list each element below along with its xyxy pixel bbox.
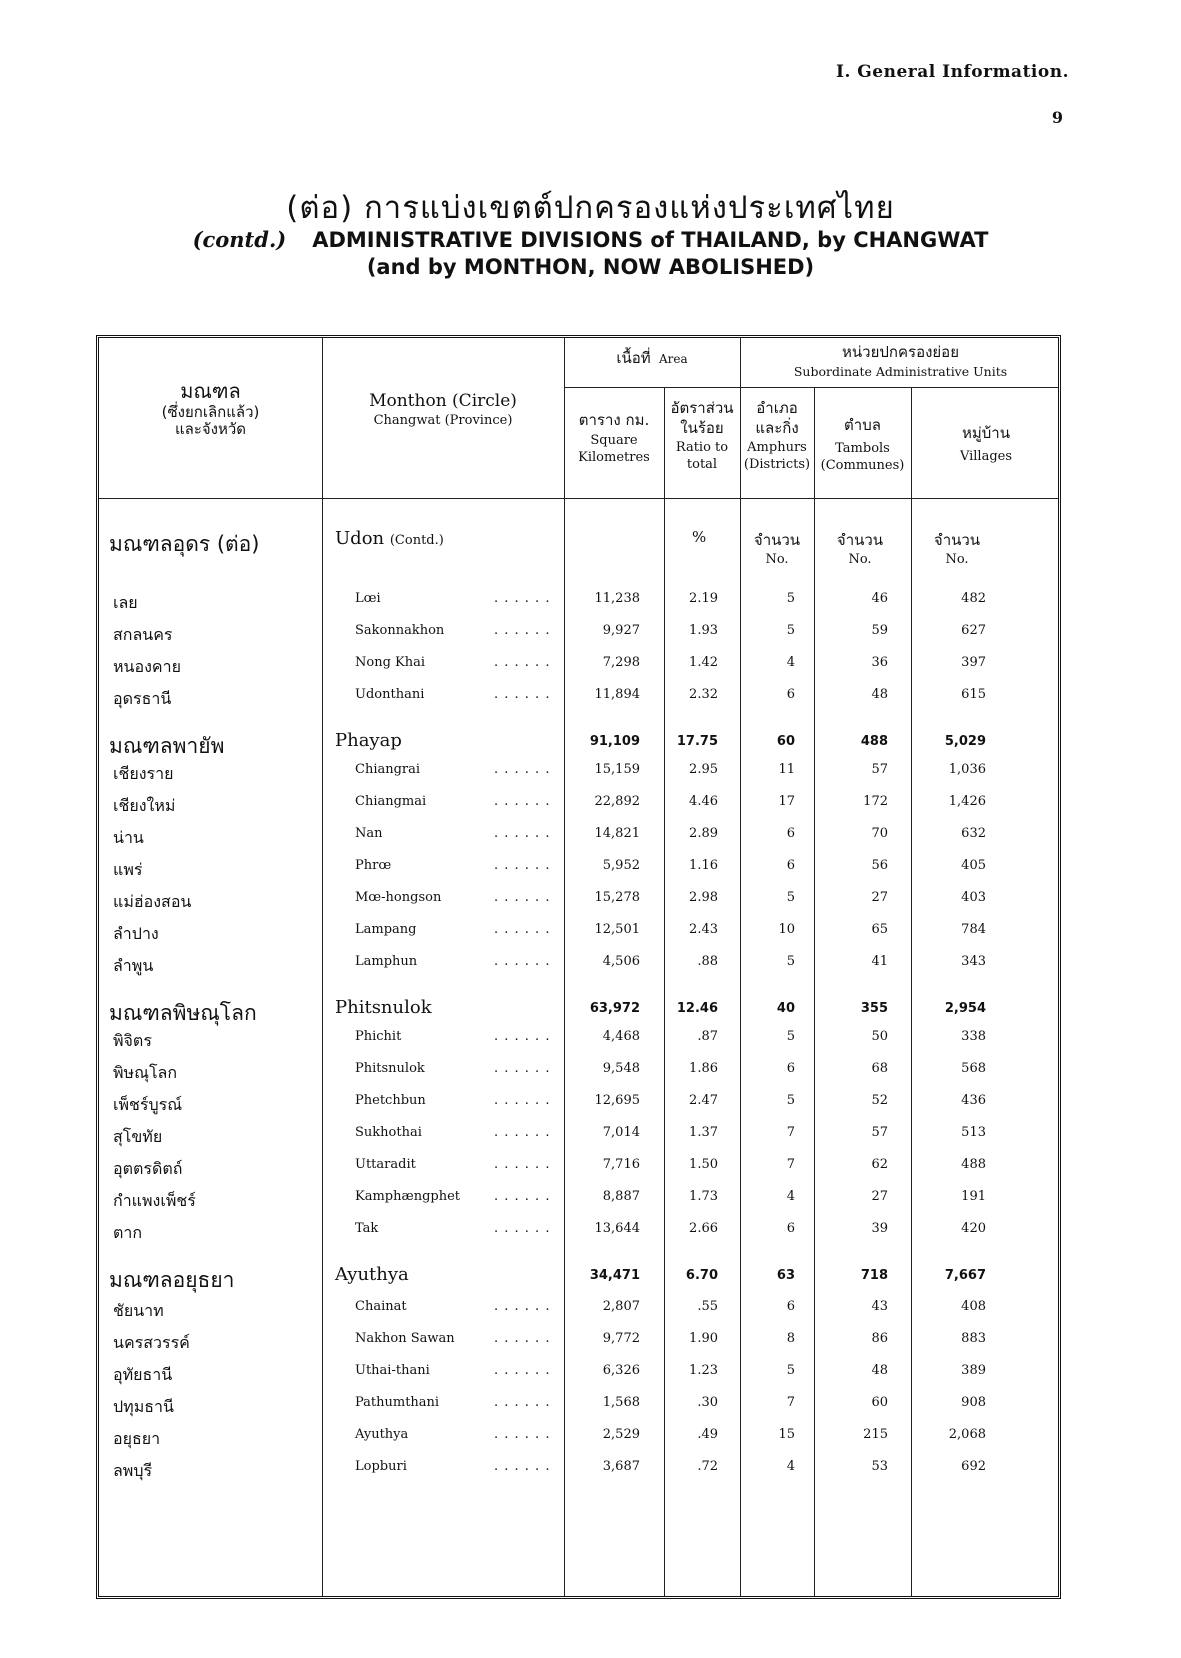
amphurs-count: 40 xyxy=(776,1001,795,1016)
tambols-count: 43 xyxy=(871,1299,888,1314)
amphurs-count: 17 xyxy=(778,794,795,809)
villages-count: 191 xyxy=(961,1189,986,1204)
amphurs-count: 5 xyxy=(786,1029,795,1044)
area-sq-km: 63,972 xyxy=(589,1001,640,1016)
tambols-count: 70 xyxy=(871,826,888,841)
table-row xyxy=(99,1427,1058,1460)
villages-count: 632 xyxy=(961,826,986,841)
ratio-to-total: 1.86 xyxy=(689,1061,718,1076)
amphurs-count: 5 xyxy=(786,954,795,969)
title-thai: (ต่อ) การแบ่งเขตต์ปกครองแห่งประเทศไทย xyxy=(286,190,895,226)
column-header-tambols: ตำบล Tambols (Communes) xyxy=(820,416,905,473)
changwat-english-name: Lœi xyxy=(355,591,381,606)
ratio-to-total: 1.73 xyxy=(689,1189,718,1204)
column-header-subordinate-units: หน่วยปกครองย่อย Subordinate Administrative Units xyxy=(793,343,1008,379)
area-sq-km: 2,807 xyxy=(602,1299,640,1314)
area-sq-km: 8,887 xyxy=(602,1189,640,1204)
leader-dots: . . . . . . xyxy=(494,655,551,670)
area-sq-km: 14,821 xyxy=(594,826,640,841)
leader-dots: . . . . . . xyxy=(494,762,551,777)
leader-dots: . . . . . . xyxy=(494,1189,551,1204)
villages-count: 436 xyxy=(961,1093,986,1108)
leader-dots: . . . . . . xyxy=(494,1299,551,1314)
changwat-thai-name: สุโขทัย xyxy=(113,1127,163,1146)
changwat-thai-name: สกลนคร xyxy=(113,625,173,644)
leader-dots: . . . . . . xyxy=(494,1093,551,1108)
table-row xyxy=(99,1125,1058,1158)
amphurs-count: 6 xyxy=(786,826,795,841)
villages-count: 5,029 xyxy=(944,734,986,749)
villages-count: 615 xyxy=(961,687,986,702)
tambols-count: 60 xyxy=(871,1395,888,1410)
leader-dots: . . . . . . xyxy=(494,591,551,606)
tambols-count: 56 xyxy=(871,858,888,873)
changwat-thai-name: ลพบุรี xyxy=(113,1461,153,1480)
changwat-english-name: Nong Khai xyxy=(355,655,426,670)
tambols-count: 48 xyxy=(871,1363,888,1378)
ratio-to-total: .72 xyxy=(697,1459,718,1474)
ratio-to-total: 1.50 xyxy=(689,1157,718,1172)
villages-count: 1,036 xyxy=(948,762,986,777)
changwat-english-name: Sakonnakhon xyxy=(355,623,445,638)
table-row xyxy=(99,655,1058,688)
leader-dots: . . . . . . xyxy=(494,922,551,937)
changwat-thai-name: น่าน xyxy=(113,828,144,847)
table-row xyxy=(99,1157,1058,1190)
area-sq-km: 12,695 xyxy=(594,1093,640,1108)
count-unit-tambols: จำนวน No. xyxy=(836,531,884,567)
header-bottom-rule xyxy=(99,498,1058,499)
leader-dots: . . . . . . xyxy=(494,1157,551,1172)
amphurs-count: 5 xyxy=(786,591,795,606)
area-sq-km: 7,014 xyxy=(602,1125,640,1140)
table-row xyxy=(99,1189,1058,1222)
area-sq-km: 34,471 xyxy=(589,1268,640,1283)
monthon-total-row xyxy=(99,997,1058,1030)
monthon-thai-name: มณฑลพิษณุโลก xyxy=(109,1001,257,1025)
column-header-area: เนื้อที่ Area xyxy=(616,349,688,367)
tambols-count: 355 xyxy=(860,1001,888,1016)
tambols-count: 27 xyxy=(871,1189,888,1204)
villages-count: 389 xyxy=(961,1363,986,1378)
column-header-villages: หมู่บ้าน Villages xyxy=(959,424,1013,464)
villages-count: 405 xyxy=(961,858,986,873)
ratio-to-total: .30 xyxy=(697,1395,718,1410)
changwat-thai-name: อยุธยา xyxy=(113,1429,161,1448)
villages-count: 2,954 xyxy=(944,1001,986,1016)
changwat-english-name: Tak xyxy=(355,1221,379,1236)
ratio-to-total: 12.46 xyxy=(676,1001,718,1016)
changwat-thai-name: กำแพงเพ็ชร์ xyxy=(113,1191,196,1210)
tambols-count: 27 xyxy=(871,890,888,905)
villages-count: 420 xyxy=(961,1221,986,1236)
tambols-count: 57 xyxy=(871,1125,888,1140)
changwat-english-name: Nan xyxy=(355,826,383,841)
villages-count: 908 xyxy=(961,1395,986,1410)
ratio-to-total: 2.32 xyxy=(689,687,718,702)
monthon-thai-name: มณฑลพายัพ xyxy=(109,734,225,758)
area-sq-km: 9,927 xyxy=(602,623,640,638)
count-unit-amphurs: จำนวน No. xyxy=(753,531,801,567)
ratio-to-total: 1.16 xyxy=(689,858,718,873)
area-sq-km: 4,468 xyxy=(602,1029,640,1044)
table-row xyxy=(99,1363,1058,1396)
villages-count: 513 xyxy=(961,1125,986,1140)
tambols-count: 215 xyxy=(863,1427,888,1442)
amphurs-count: 10 xyxy=(778,922,795,937)
changwat-english-name: Chiangrai xyxy=(355,762,421,777)
amphurs-count: 4 xyxy=(786,1189,795,1204)
changwat-english-name: Phrœ xyxy=(355,858,392,873)
changwat-english-name: Udonthani xyxy=(355,687,425,702)
leader-dots: . . . . . . xyxy=(494,1331,551,1346)
tambols-count: 46 xyxy=(871,591,888,606)
amphurs-count: 5 xyxy=(786,1363,795,1378)
villages-count: 784 xyxy=(961,922,986,937)
leader-dots: . . . . . . xyxy=(494,794,551,809)
leader-dots: . . . . . . xyxy=(494,826,551,841)
changwat-english-name: Pathumthani xyxy=(355,1395,440,1410)
table-row xyxy=(99,1331,1058,1364)
area-sq-km: 3,687 xyxy=(602,1459,640,1474)
changwat-thai-name: นครสวรรค์ xyxy=(113,1333,190,1352)
table-row xyxy=(99,591,1058,624)
statistics-table xyxy=(96,335,1061,1599)
ratio-to-total: .55 xyxy=(697,1299,718,1314)
changwat-english-name: Lamphun xyxy=(355,954,418,969)
area-sq-km: 7,298 xyxy=(602,655,640,670)
ratio-to-total: 1.93 xyxy=(689,623,718,638)
changwat-english-name: Nakhon Sawan xyxy=(355,1331,455,1346)
column-header-square-km: ตาราง กม. Square Kilometres xyxy=(578,411,650,465)
table-row xyxy=(99,1395,1058,1428)
leader-dots: . . . . . . xyxy=(494,1395,551,1410)
title-english xyxy=(0,226,1181,281)
villages-count: 883 xyxy=(961,1331,986,1346)
title-line-2: (and by MONTHON, NOW ABOLISHED) xyxy=(366,255,815,279)
amphurs-count: 7 xyxy=(786,1395,795,1410)
area-sq-km: 15,159 xyxy=(594,762,640,777)
villages-count: 627 xyxy=(961,623,986,638)
area-sq-km: 15,278 xyxy=(594,890,640,905)
table-row xyxy=(99,858,1058,891)
ratio-to-total: 2.98 xyxy=(689,890,718,905)
monthon-english-name: Phitsnulok xyxy=(335,997,432,1018)
changwat-english-name: Ayuthya xyxy=(355,1427,409,1442)
table-row xyxy=(99,794,1058,827)
changwat-thai-name: หนองคาย xyxy=(113,657,181,676)
title-contd: (contd.) xyxy=(192,227,287,252)
tambols-count: 36 xyxy=(871,655,888,670)
changwat-english-name: Lampang xyxy=(355,922,417,937)
amphurs-count: 4 xyxy=(786,1459,795,1474)
villages-count: 568 xyxy=(961,1061,986,1076)
amphurs-count: 6 xyxy=(786,687,795,702)
ratio-to-total: 1.90 xyxy=(689,1331,718,1346)
changwat-english-name: Lopburi xyxy=(355,1459,407,1474)
changwat-thai-name: อุดรธานี xyxy=(113,689,172,708)
changwat-english-name: Chiangmai xyxy=(355,794,427,809)
amphurs-count: 6 xyxy=(786,1221,795,1236)
amphurs-count: 8 xyxy=(786,1331,795,1346)
monthon-english-name: Udon (Contd.) xyxy=(335,528,444,549)
area-sq-km: 2,529 xyxy=(602,1427,640,1442)
changwat-thai-name: ชัยนาท xyxy=(113,1301,164,1320)
ratio-to-total: 2.66 xyxy=(689,1221,718,1236)
ratio-to-total: 2.19 xyxy=(689,591,718,606)
changwat-thai-name: ลำพูน xyxy=(113,956,154,975)
villages-count: 343 xyxy=(961,954,986,969)
villages-count: 488 xyxy=(961,1157,986,1172)
changwat-english-name: Kamphængphet xyxy=(355,1189,461,1204)
changwat-thai-name: พิษณุโลก xyxy=(113,1063,178,1082)
area-sq-km: 11,238 xyxy=(594,591,640,606)
ratio-to-total: .87 xyxy=(697,1029,718,1044)
changwat-thai-name: เลย xyxy=(113,593,138,612)
changwat-english-name: Sukhothai xyxy=(355,1125,422,1140)
count-unit-villages: จำนวน No. xyxy=(933,531,981,567)
tambols-count: 68 xyxy=(871,1061,888,1076)
leader-dots: . . . . . . xyxy=(494,1459,551,1474)
monthon-thai-name: มณฑลอยุธยา xyxy=(109,1268,235,1292)
changwat-english-name: Chainat xyxy=(355,1299,407,1314)
table-row xyxy=(99,528,1058,578)
tambols-count: 62 xyxy=(871,1157,888,1172)
column-header-monthon-thai: มณฑล (ซึ่งยกเลิกแล้ว) และจังหวัด xyxy=(161,379,260,438)
changwat-thai-name: เชียงใหม่ xyxy=(113,796,176,815)
area-sq-km: 9,772 xyxy=(602,1331,640,1346)
area-sq-km: 91,109 xyxy=(589,734,640,749)
area-sq-km: 5,952 xyxy=(602,858,640,873)
table-row xyxy=(99,1221,1058,1254)
table-row xyxy=(99,623,1058,656)
changwat-english-name: Uthai-thani xyxy=(355,1363,430,1378)
table-row xyxy=(99,687,1058,720)
leader-dots: . . . . . . xyxy=(494,954,551,969)
tambols-count: 39 xyxy=(871,1221,888,1236)
tambols-count: 59 xyxy=(871,623,888,638)
amphurs-count: 63 xyxy=(776,1268,795,1283)
table-row xyxy=(99,1061,1058,1094)
area-sq-km: 1,568 xyxy=(602,1395,640,1410)
changwat-thai-name: แพร่ xyxy=(113,860,143,879)
table-row xyxy=(99,954,1058,987)
amphurs-count: 60 xyxy=(776,734,795,749)
table-row xyxy=(99,762,1058,795)
amphurs-count: 5 xyxy=(786,623,795,638)
leader-dots: . . . . . . xyxy=(494,890,551,905)
title-line-1: ADMINISTRATIVE DIVISIONS of THAILAND, by CHANGWAT xyxy=(312,228,989,252)
header-rule xyxy=(564,387,1058,388)
column-header-amphurs: อำเภอ และกิ่ง Amphurs (Districts) xyxy=(743,399,811,472)
table-row xyxy=(99,826,1058,859)
ratio-to-total: .49 xyxy=(697,1427,718,1442)
tambols-count: 48 xyxy=(871,687,888,702)
amphurs-count: 6 xyxy=(786,1061,795,1076)
table-row xyxy=(99,1459,1058,1492)
table-row xyxy=(99,922,1058,955)
changwat-thai-name: ปทุมธานี xyxy=(113,1397,174,1416)
tambols-count: 86 xyxy=(871,1331,888,1346)
amphurs-count: 5 xyxy=(786,890,795,905)
monthon-total-row xyxy=(99,730,1058,763)
amphurs-count: 4 xyxy=(786,655,795,670)
area-sq-km: 9,548 xyxy=(602,1061,640,1076)
tambols-count: 57 xyxy=(871,762,888,777)
ratio-to-total: 2.47 xyxy=(689,1093,718,1108)
tambols-count: 41 xyxy=(871,954,888,969)
changwat-english-name: Uttaradit xyxy=(355,1157,416,1172)
ratio-to-total: 17.75 xyxy=(676,734,718,749)
villages-count: 2,068 xyxy=(948,1427,986,1442)
area-sq-km: 13,644 xyxy=(594,1221,640,1236)
tambols-count: 718 xyxy=(860,1268,888,1283)
changwat-english-name: Mœ-hongson xyxy=(355,890,442,905)
leader-dots: . . . . . . xyxy=(494,1061,551,1076)
tambols-count: 52 xyxy=(871,1093,888,1108)
area-sq-km: 7,716 xyxy=(602,1157,640,1172)
changwat-thai-name: อุตตรดิตถ์ xyxy=(113,1159,183,1178)
tambols-count: 65 xyxy=(871,922,888,937)
changwat-english-name: Phichit xyxy=(355,1029,402,1044)
leader-dots: . . . . . . xyxy=(494,687,551,702)
page-number: 9 xyxy=(1051,108,1063,127)
monthon-thai-name: มณฑลอุดร (ต่อ) xyxy=(109,532,260,556)
percent-unit: % xyxy=(692,528,707,546)
amphurs-count: 15 xyxy=(778,1427,795,1442)
tambols-count: 172 xyxy=(863,794,888,809)
monthon-english-name: Phayap xyxy=(335,730,402,751)
changwat-thai-name: เชียงราย xyxy=(113,764,174,783)
monthon-english-name: Ayuthya xyxy=(335,1264,409,1285)
tambols-count: 488 xyxy=(860,734,888,749)
leader-dots: . . . . . . xyxy=(494,1029,551,1044)
ratio-to-total: 4.46 xyxy=(689,794,718,809)
area-sq-km: 11,894 xyxy=(594,687,640,702)
ratio-to-total: 1.23 xyxy=(689,1363,718,1378)
ratio-to-total: 2.89 xyxy=(689,826,718,841)
villages-count: 408 xyxy=(961,1299,986,1314)
tambols-count: 50 xyxy=(871,1029,888,1044)
column-header-monthon-english: Monthon (Circle) Changwat (Province) xyxy=(369,391,517,428)
leader-dots: . . . . . . xyxy=(494,1125,551,1140)
area-sq-km: 22,892 xyxy=(594,794,640,809)
changwat-thai-name: พิจิตร xyxy=(113,1031,152,1050)
amphurs-count: 6 xyxy=(786,858,795,873)
changwat-english-name: Phetchbun xyxy=(355,1093,426,1108)
table-row xyxy=(99,1093,1058,1126)
villages-count: 1,426 xyxy=(948,794,986,809)
area-sq-km: 4,506 xyxy=(602,954,640,969)
changwat-thai-name: ตาก xyxy=(113,1223,143,1242)
ratio-to-total: 1.37 xyxy=(689,1125,718,1140)
area-sq-km: 6,326 xyxy=(602,1363,640,1378)
area-sq-km: 12,501 xyxy=(594,922,640,937)
table-row xyxy=(99,1299,1058,1332)
changwat-thai-name: อุทัยธานี xyxy=(113,1365,173,1384)
amphurs-count: 7 xyxy=(786,1125,795,1140)
amphurs-count: 11 xyxy=(778,762,795,777)
villages-count: 397 xyxy=(961,655,986,670)
changwat-english-name: Phitsnulok xyxy=(355,1061,425,1076)
leader-dots: . . . . . . xyxy=(494,858,551,873)
tambols-count: 53 xyxy=(871,1459,888,1474)
table-row xyxy=(99,1029,1058,1062)
villages-count: 403 xyxy=(961,890,986,905)
ratio-to-total: 2.95 xyxy=(689,762,718,777)
changwat-thai-name: แม่ฮ่องสอน xyxy=(113,892,192,911)
section-heading: I. General Information. xyxy=(836,62,1069,82)
ratio-to-total: .88 xyxy=(697,954,718,969)
amphurs-count: 5 xyxy=(786,1093,795,1108)
leader-dots: . . . . . . xyxy=(494,1363,551,1378)
leader-dots: . . . . . . xyxy=(494,623,551,638)
villages-count: 338 xyxy=(961,1029,986,1044)
table-row xyxy=(99,890,1058,923)
leader-dots: . . . . . . xyxy=(494,1427,551,1442)
column-header-ratio: อัตราส่วน ในร้อย Ratio to total xyxy=(670,399,734,472)
leader-dots: . . . . . . xyxy=(494,1221,551,1236)
monthon-total-row xyxy=(99,1264,1058,1297)
ratio-to-total: 6.70 xyxy=(685,1268,718,1283)
amphurs-count: 6 xyxy=(786,1299,795,1314)
ratio-to-total: 1.42 xyxy=(689,655,718,670)
changwat-thai-name: ลำปาง xyxy=(113,924,159,943)
villages-count: 692 xyxy=(961,1459,986,1474)
ratio-to-total: 2.43 xyxy=(689,922,718,937)
changwat-thai-name: เพ็ชร์บูรณ์ xyxy=(113,1095,183,1114)
villages-count: 482 xyxy=(961,591,986,606)
villages-count: 7,667 xyxy=(944,1268,986,1283)
amphurs-count: 7 xyxy=(786,1157,795,1172)
